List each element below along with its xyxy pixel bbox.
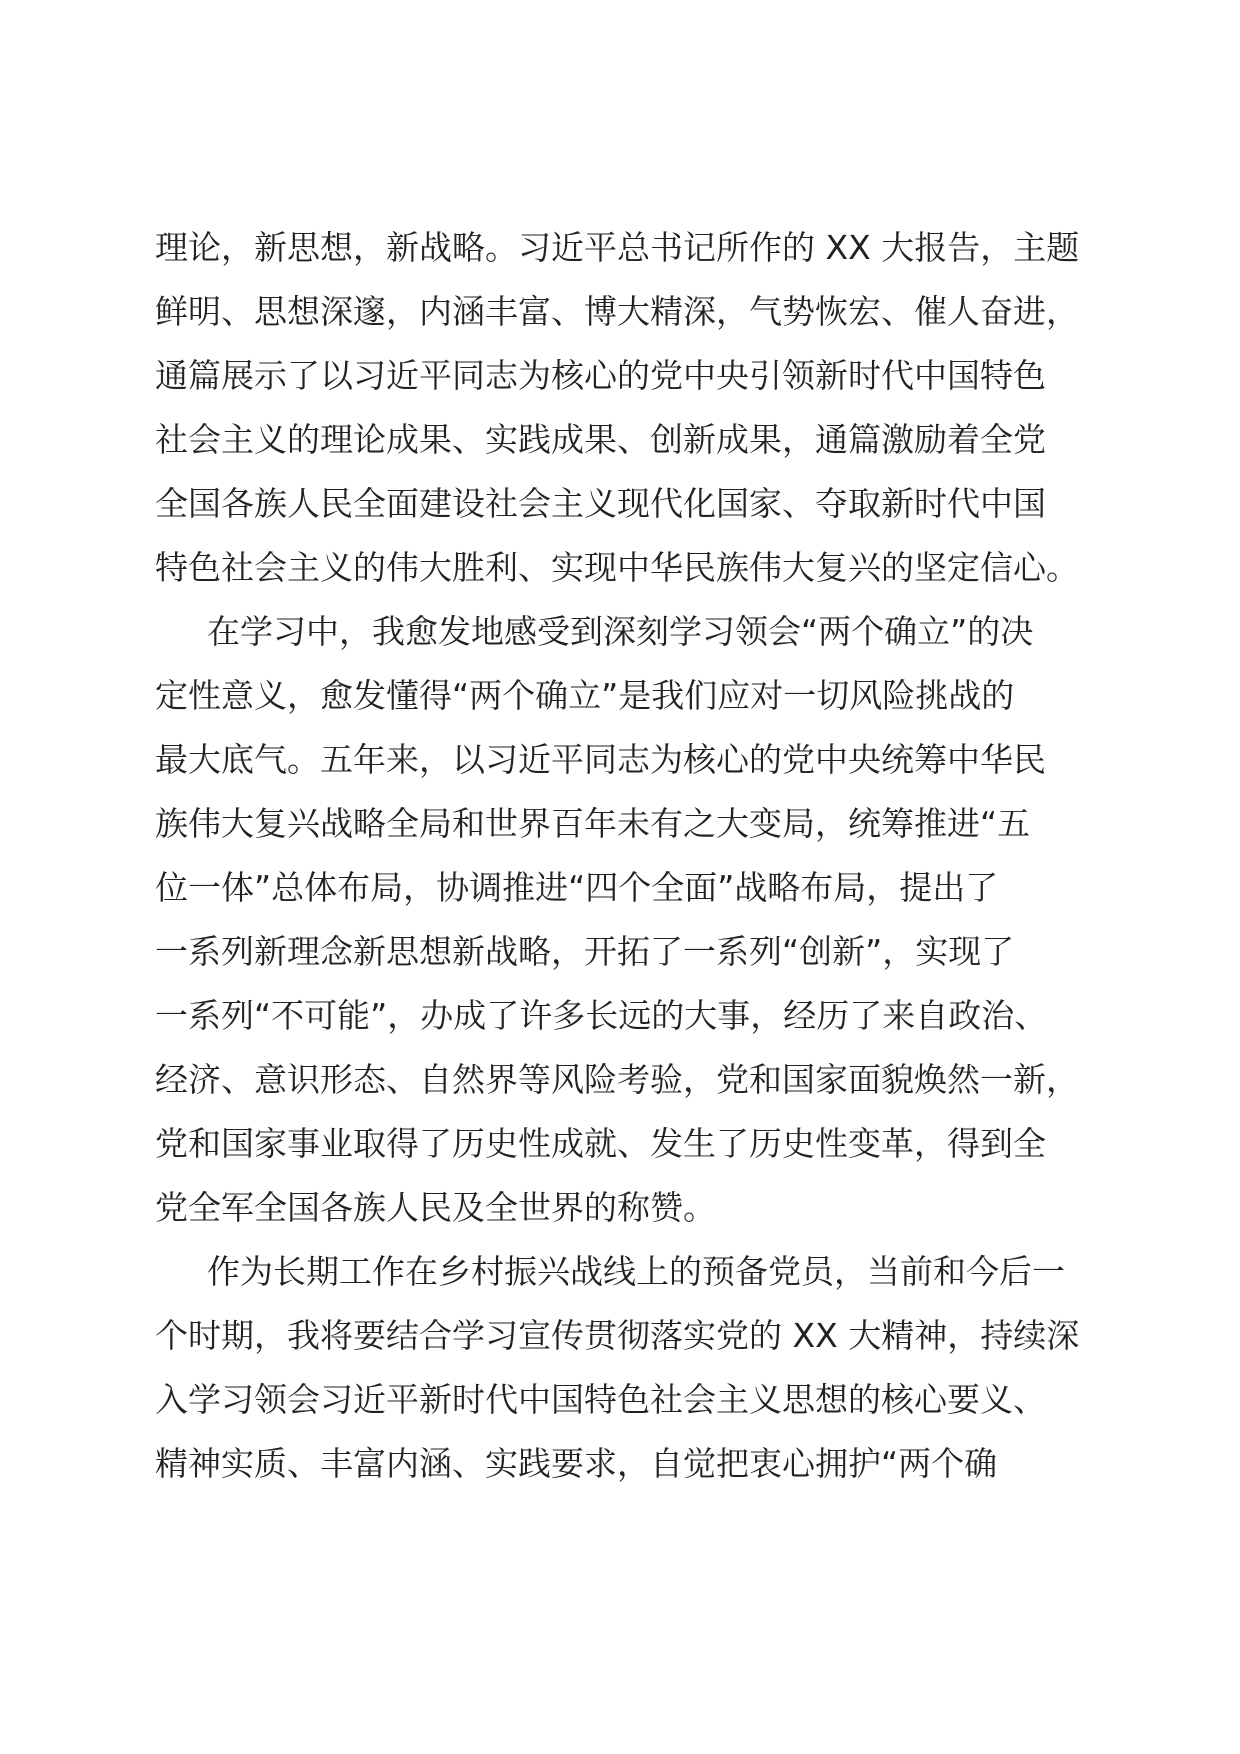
paragraph-line: 位一体”总体布局，协调推进“四个全面”战略布局，提出了 — [155, 868, 999, 907]
paragraph-line: 通篇展示了以习近平同志为核心的党中央引领新时代中国特色 — [155, 356, 1046, 395]
document-body — [155, 216, 1095, 1496]
paragraph-line: 经济、意识形态、自然界等风险考验，党和国家面貌焕然一新， — [155, 1060, 1079, 1099]
paragraph-line: 特色社会主义的伟大胜利、实现中华民族伟大复兴的坚定信心。 — [155, 548, 1079, 587]
paragraph-line: 个时期，我将要结合学习宣传贯彻落实党的 XX 大精神，持续深 — [155, 1316, 1080, 1355]
paragraph-line: 党和国家事业取得了历史性成就、发生了历史性变革，得到全 — [155, 1124, 1046, 1163]
paragraph-line: 全国各族人民全面建设社会主义现代化国家、夺取新时代中国 — [155, 484, 1046, 523]
paragraph-line: 理论，新思想，新战略。习近平总书记所作的 XX 大报告，主题 — [155, 228, 1080, 267]
paragraph-1 — [155, 216, 1095, 600]
paragraph-3 — [155, 1240, 1095, 1496]
paragraph-line: 社会主义的理论成果、实践成果、创新成果，通篇激励着全党 — [155, 420, 1046, 459]
paragraph-2 — [155, 600, 1095, 1240]
paragraph-line: 鲜明、思想深邃，内涵丰富、博大精深，气势恢宏、催人奋进， — [155, 292, 1079, 331]
paragraph-line: 精神实质、丰富内涵、实践要求，自觉把衷心拥护“两个确 — [155, 1444, 998, 1483]
paragraph-line: 最大底气。五年来，以习近平同志为核心的党中央统筹中华民 — [155, 740, 1046, 779]
paragraph-line: 党全军全国各族人民及全世界的称赞。 — [155, 1188, 716, 1227]
paragraph-line: 族伟大复兴战略全局和世界百年未有之大变局，统筹推进“五 — [155, 804, 1031, 843]
paragraph-line: 定性意义，愈发懂得“两个确立”是我们应对一切风险挑战的 — [155, 676, 1015, 715]
paragraph-line: 一系列“不可能”，办成了许多长远的大事，经历了来自政治、 — [155, 996, 1048, 1035]
paragraph-line: 一系列新理念新思想新战略，开拓了一系列“创新”，实现了 — [155, 932, 1015, 971]
paragraph-line: 入学习领会习近平新时代中国特色社会主义思想的核心要义、 — [155, 1380, 1046, 1419]
paragraph-line: 在学习中，我愈发地感受到深刻学习领会“两个确立”的决 — [207, 612, 1034, 651]
paragraph-line: 作为长期工作在乡村振兴战线上的预备党员，当前和今后一 — [207, 1252, 1065, 1291]
